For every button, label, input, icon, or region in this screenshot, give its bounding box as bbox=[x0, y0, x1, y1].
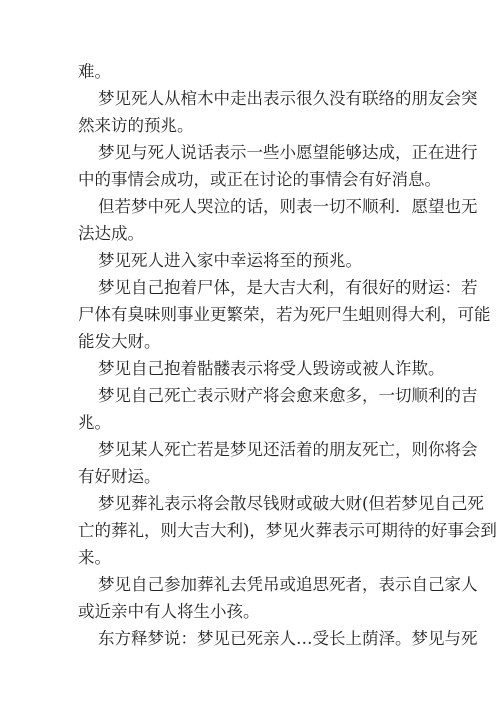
text-line: 但若梦中死人哭泣的话，则表一切不顺利．愿望也无 bbox=[98, 197, 478, 216]
text-line: 梦见某人死亡若是梦见还活着的朋友死亡，则你将会 bbox=[98, 440, 478, 459]
text-line: 能发大财。 bbox=[78, 332, 161, 351]
text-line: 法达成。 bbox=[78, 224, 144, 243]
paragraph bbox=[78, 625, 478, 652]
paragraph bbox=[78, 85, 478, 139]
text-line: 梦见自己死亡表示财产将会愈来愈多，一切顺利的吉 bbox=[98, 386, 478, 405]
paragraph bbox=[78, 193, 478, 247]
text-line: 梦见死人进入家中幸运将至的预兆。 bbox=[98, 251, 362, 270]
text-line: 梦见死人从棺木中走出表示很久没有联络的朋友会突 bbox=[98, 89, 478, 108]
text-line: 东方释梦说：梦见已死亲人…受长上荫泽。梦见与死 bbox=[98, 629, 478, 648]
paragraph bbox=[78, 382, 478, 436]
text-line: 或近亲中有人将生小孩。 bbox=[78, 602, 260, 621]
paragraph bbox=[78, 490, 497, 571]
paragraph bbox=[78, 139, 478, 193]
text-line: 梦见自己抱着尸体，是大吉大利，有很好的财运：若 bbox=[98, 278, 478, 297]
paragraph bbox=[78, 58, 424, 85]
paragraph bbox=[78, 274, 491, 355]
paragraph bbox=[78, 247, 424, 274]
text-line: 来。 bbox=[78, 548, 111, 567]
text-line: 中的事情会成功，或正在讨论的事情会有好消息。 bbox=[78, 170, 441, 189]
text-line: 有好财运。 bbox=[78, 467, 161, 486]
text-line: 兆。 bbox=[78, 413, 111, 432]
text-line: 尸体有臭味则事业更繁荣，若为死尸生蛆则得大利，可能 bbox=[78, 305, 491, 324]
paragraph bbox=[78, 436, 478, 490]
text-line: 梦见自己参加葬礼去凭吊或追思死者，表示自己家人 bbox=[98, 575, 478, 594]
paragraph bbox=[78, 571, 478, 625]
text-line: 亡的葬礼，则大吉大利)，梦见火葬表示可期待的好事会到 bbox=[78, 521, 497, 540]
paragraph bbox=[78, 355, 445, 382]
text-line: 梦见与死人说话表示一些小愿望能够达成，正在进行 bbox=[98, 143, 478, 162]
text-line: 难。 bbox=[78, 62, 111, 81]
text-line: 梦见自己抱着骷髅表示将受人毁谤或被人诈欺。 bbox=[98, 359, 445, 378]
text-line: 梦见葬礼表示将会散尽钱财或破大财(但若梦见自己死 bbox=[98, 494, 484, 513]
document-body bbox=[78, 58, 497, 652]
text-line: 然来访的预兆。 bbox=[78, 116, 194, 135]
